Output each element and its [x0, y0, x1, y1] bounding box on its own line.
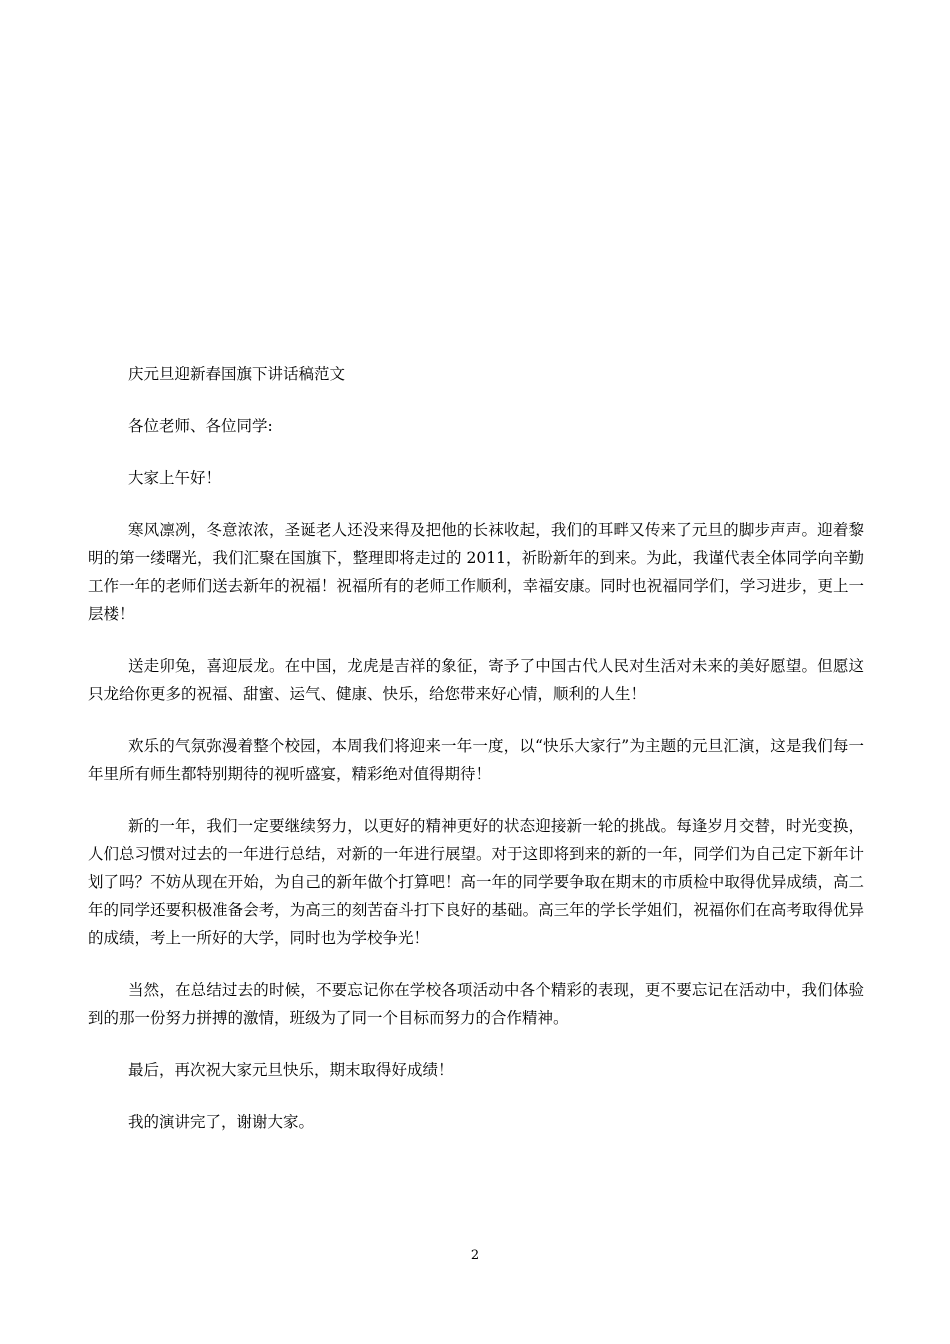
paragraph-closing: 我的演讲完了，谢谢大家。: [128, 1113, 315, 1131]
paragraph-wishes: 最后，再次祝大家元旦快乐，期末取得好成绩！: [128, 1061, 454, 1079]
greeting: 大家上午好！: [128, 469, 222, 487]
paragraph-dragon: 送走卯兔，喜迎辰龙。在中国，龙虎是吉祥的象征，寄予了中国古代人民对生活对未来的美好愿望。但愿这只龙给你更多的祝福、甜蜜、运气、健康、快乐，给您带来好心情，顺利的人生！: [88, 657, 864, 703]
paragraph-reflection: 当然，在总结过去的时候，不要忘记你在学校各项活动中各个精彩的表现，更不要忘记在活动中，我们体验到的那一份努力拼搏的激情，班级为了同一个目标而努力的合作精神。: [88, 981, 864, 1027]
paragraph-gala: 欢乐的气氛弥漫着整个校园，本周我们将迎来一年一度，以“快乐大家行”为主题的元旦汇演，这是我们每一年里所有师生都特别期待的视听盛宴，精彩绝对值得期待！: [88, 737, 864, 783]
document-title: 庆元旦迎新春国旗下讲话稿范文: [128, 365, 346, 383]
paragraph-winter: 寒风凛冽，冬意浓浓，圣诞老人还没来得及把他的长袜收起，我们的耳畔又传来了元旦的脚步声声。迎着黎明的第一缕曙光，我们汇聚在国旗下，整理即将走过的 2011，祈盼新年的到来。为此，我谨代表全体同学向辛勤工作一年的老师们送去新年的祝福！祝福所有的老师工作顺利，幸福安康。同时也祝福同学们，学习进步，更上一层楼！: [88, 521, 864, 623]
salutation: 各位老师、各位同学:: [128, 417, 273, 435]
paragraph-new-year-plan: 新的一年，我们一定要继续努力，以更好的精神更好的状态迎接新一轮的挑战。每逢岁月交替，时光变换，人们总习惯对过去的一年进行总结，对新的一年进行展望。对于这即将到来的新的一年，同学们为自己定下新年计划了吗？不妨从现在开始，为自己的新年做个打算吧！高一年的同学要争取在期末的市质检中取得优异成绩，高二年的同学还要积极准备会考，为高三的刻苦奋斗打下良好的基础。高三年的学长学姐们，祝福你们在高考取得优异的成绩，考上一所好的大学，同时也为学校争光！: [88, 817, 864, 947]
document-body: [88, 360, 864, 1160]
page-number: 2: [470, 1248, 480, 1263]
